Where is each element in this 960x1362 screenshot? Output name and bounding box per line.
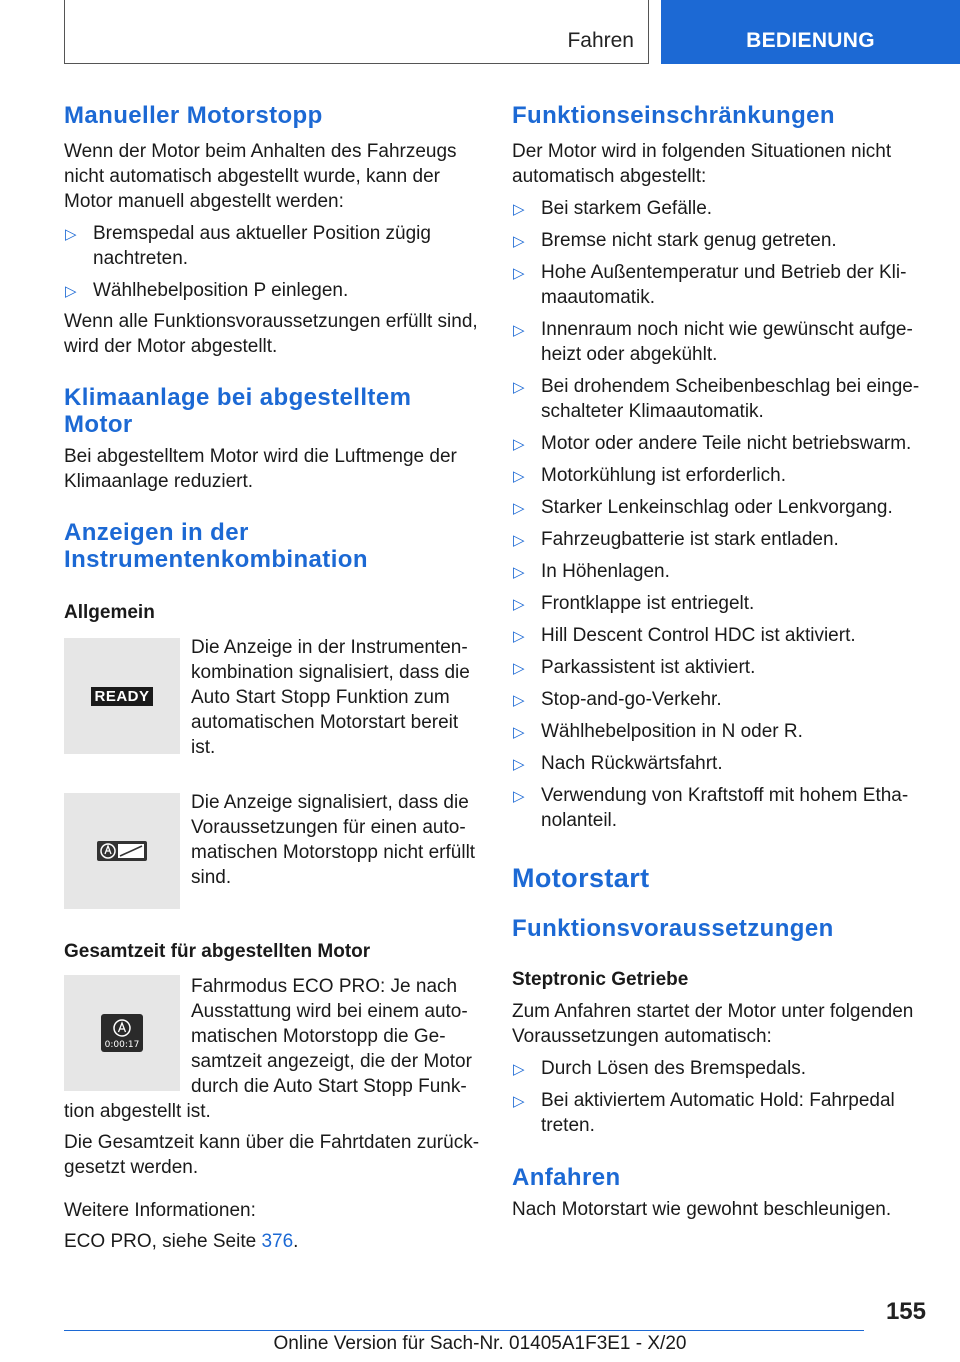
triangle-bullet-icon: ▷ bbox=[513, 628, 525, 645]
list-item: ▷ Motor oder andere Teile nicht betriebswarm. bbox=[512, 431, 930, 456]
list-item: ▷ Motorkühlung ist erforderlich. bbox=[512, 463, 930, 488]
list-motorstopp bbox=[64, 221, 482, 303]
triangle-bullet-icon: ▷ bbox=[513, 756, 525, 773]
triangle-bullet-icon: ▷ bbox=[65, 226, 77, 243]
page-link-376[interactable]: 376 bbox=[261, 1231, 294, 1252]
triangle-bullet-icon: ▷ bbox=[65, 283, 77, 300]
heading-anzeigen: Anzeigen in der Instrumentenkombination bbox=[64, 519, 368, 573]
triangle-bullet-icon: ▷ bbox=[513, 201, 525, 218]
header-section: Fahren bbox=[567, 29, 634, 52]
list-item: ▷ Bei starkem Gefälle. bbox=[512, 196, 930, 221]
list-item: ▷ Bremspedal aus aktueller Position zügig nachtreten. bbox=[65, 223, 431, 269]
text-eco-pro: ECO PRO, siehe Seite 376. bbox=[64, 1231, 299, 1252]
triangle-bullet-icon: ▷ bbox=[513, 532, 525, 549]
heading-funktionsvoraussetzungen: Funktionsvoraussetzungen bbox=[512, 915, 834, 942]
heading-manueller-motorstopp: Manueller Motorstopp bbox=[64, 102, 323, 129]
list-item: ▷ Hill Descent Control HDC ist aktiviert. bbox=[512, 623, 930, 648]
triangle-bullet-icon: ▷ bbox=[513, 379, 525, 396]
list-item: ▷ Durch Lösen des Bremspedals. bbox=[512, 1056, 930, 1081]
header-chapter-tab[interactable] bbox=[661, 0, 960, 64]
list-item: ▷ Stop-and-go-Verkehr. bbox=[512, 687, 930, 712]
header-chapter: BEDIENUNG bbox=[746, 29, 875, 52]
text-motorstopp-2: Wenn alle Funktionsvoraussetzungen erfüllt sind, wird der Motor abgestellt. bbox=[64, 311, 478, 357]
heading-klimaanlage: Klimaanlage bei abgestelltem Motor bbox=[64, 384, 412, 438]
heading-motorstart: Motorstart bbox=[512, 863, 650, 893]
footer-divider bbox=[64, 1330, 864, 1331]
list-item: ▷ Verwendung von Kraftstoff mit hohem Ethanolanteil. bbox=[513, 785, 909, 831]
list-item: ▷ Bei drohendem Scheibenbeschlag bei eingeschalteter Klimaautomatik. bbox=[513, 376, 920, 422]
stop-timer-image bbox=[64, 975, 180, 1091]
list-item: ▷ Hohe Außentemperatur und Betrieb der Klimaautomatik. bbox=[513, 262, 907, 308]
triangle-bullet-icon: ▷ bbox=[513, 468, 525, 485]
list-steptronic bbox=[512, 1056, 930, 1138]
triangle-bullet-icon: ▷ bbox=[513, 500, 525, 517]
ready-indicator-image bbox=[64, 638, 180, 754]
heading-allgemein: Allgemein bbox=[64, 602, 155, 623]
text-reset: Die Gesamtzeit kann über die Fahrtdaten zurückgesetzt werden. bbox=[64, 1132, 480, 1178]
figure-ready-text: Die Anzeige in der Instrumentenkombination signalisiert, dass die Auto Start Stopp Funktion zum automatischen Motorstart bereit ist. bbox=[191, 637, 470, 758]
triangle-bullet-icon: ▷ bbox=[513, 1061, 525, 1078]
list-item: ▷ Innenraum noch nicht wie gewünscht aufgeheizt oder abgekühlt. bbox=[513, 319, 913, 365]
list-item: ▷ Bei aktiviertem Automatic Hold: Fahrpedal treten. bbox=[513, 1090, 895, 1136]
list-item: ▷ In Höhenlagen. bbox=[512, 559, 930, 584]
left-column bbox=[64, 102, 482, 1254]
triangle-bullet-icon: ▷ bbox=[513, 724, 525, 741]
list-item: ▷ Parkassistent ist aktiviert. bbox=[512, 655, 930, 680]
figure-start-stop-text: Die Anzeige signalisiert, dass die Voraussetzungen für einen automatischen Motorstopp nicht erfüllt sind. bbox=[191, 792, 476, 888]
text-info: Weitere Informationen: bbox=[64, 1200, 256, 1221]
triangle-bullet-icon: ▷ bbox=[513, 265, 525, 282]
list-item: ▷ Wählhebelposition in N oder R. bbox=[512, 719, 930, 744]
list-item: ▷ Starker Lenkeinschlag oder Lenkvorgang. bbox=[512, 495, 930, 520]
text-anfahren: Nach Motorstart wie gewohnt beschleunigen. bbox=[512, 1199, 892, 1220]
page-number: 155 bbox=[885, 1298, 926, 1325]
triangle-bullet-icon: ▷ bbox=[513, 1093, 525, 1110]
triangle-bullet-icon: ▷ bbox=[513, 436, 525, 453]
heading-funktionseinschraenkungen: Funktionseinschränkungen bbox=[512, 102, 835, 129]
text-klimaanlage: Bei abgestelltem Motor wird die Luftmenge der Klimaanlage reduziert. bbox=[64, 446, 457, 492]
start-stop-crossed-icon bbox=[64, 793, 180, 909]
figure-ready bbox=[64, 638, 482, 760]
figure-gesamtzeit bbox=[64, 974, 482, 1124]
figure-gesamtzeit-text: Fahrmodus ECO PRO: Je nach Ausstattung wird bei einem automatischen Motorstopp die Gesamtzeit angezeigt, die der Motor durch die Auto Start Stopp Funktion abgestellt ist. bbox=[64, 976, 472, 1122]
list-item: ▷ Wählhebelposition P einlegen. bbox=[64, 278, 482, 303]
triangle-bullet-icon: ▷ bbox=[513, 322, 525, 339]
triangle-bullet-icon: ▷ bbox=[513, 788, 525, 805]
text-funktion: Der Motor wird in folgenden Situationen nicht automatisch abgestellt: bbox=[512, 141, 892, 187]
list-item: ▷ Nach Rückwärtsfahrt. bbox=[512, 751, 930, 776]
list-item: ▷ Frontklappe ist entriegelt. bbox=[512, 591, 930, 616]
footer-version-text: Online Version für Sach-Nr. 01405A1F3E1 - X/20 bbox=[273, 1333, 687, 1354]
right-column bbox=[512, 102, 930, 1222]
heading-anfahren: Anfahren bbox=[512, 1164, 621, 1191]
text-steptronic: Zum Anfahren startet der Motor unter folgenden Voraussetzungen automatisch: bbox=[512, 1001, 914, 1047]
triangle-bullet-icon: ▷ bbox=[513, 233, 525, 250]
triangle-bullet-icon: ▷ bbox=[513, 564, 525, 581]
list-funktion bbox=[512, 196, 930, 833]
timer-value: 0:00:17 bbox=[104, 1040, 140, 1050]
triangle-bullet-icon: ▷ bbox=[513, 692, 525, 709]
list-item: ▷ Fahrzeugbatterie ist stark entladen. bbox=[512, 527, 930, 552]
triangle-bullet-icon: ▷ bbox=[513, 596, 525, 613]
figure-start-stop bbox=[64, 793, 482, 909]
header-section-box bbox=[64, 0, 649, 64]
ready-label: READY bbox=[91, 687, 152, 706]
list-item: ▷ Bremse nicht stark genug getreten. bbox=[512, 228, 930, 253]
triangle-bullet-icon: ▷ bbox=[513, 660, 525, 677]
heading-steptronic: Steptronic Getriebe bbox=[512, 969, 689, 990]
heading-gesamtzeit: Gesamtzeit für abgestellten Motor bbox=[64, 941, 371, 962]
text-motorstopp: Wenn der Motor beim Anhalten des Fahrzeugs nicht automatisch abgestellt wurde, kann der Motor manuell abgestellt werden: bbox=[64, 141, 457, 212]
